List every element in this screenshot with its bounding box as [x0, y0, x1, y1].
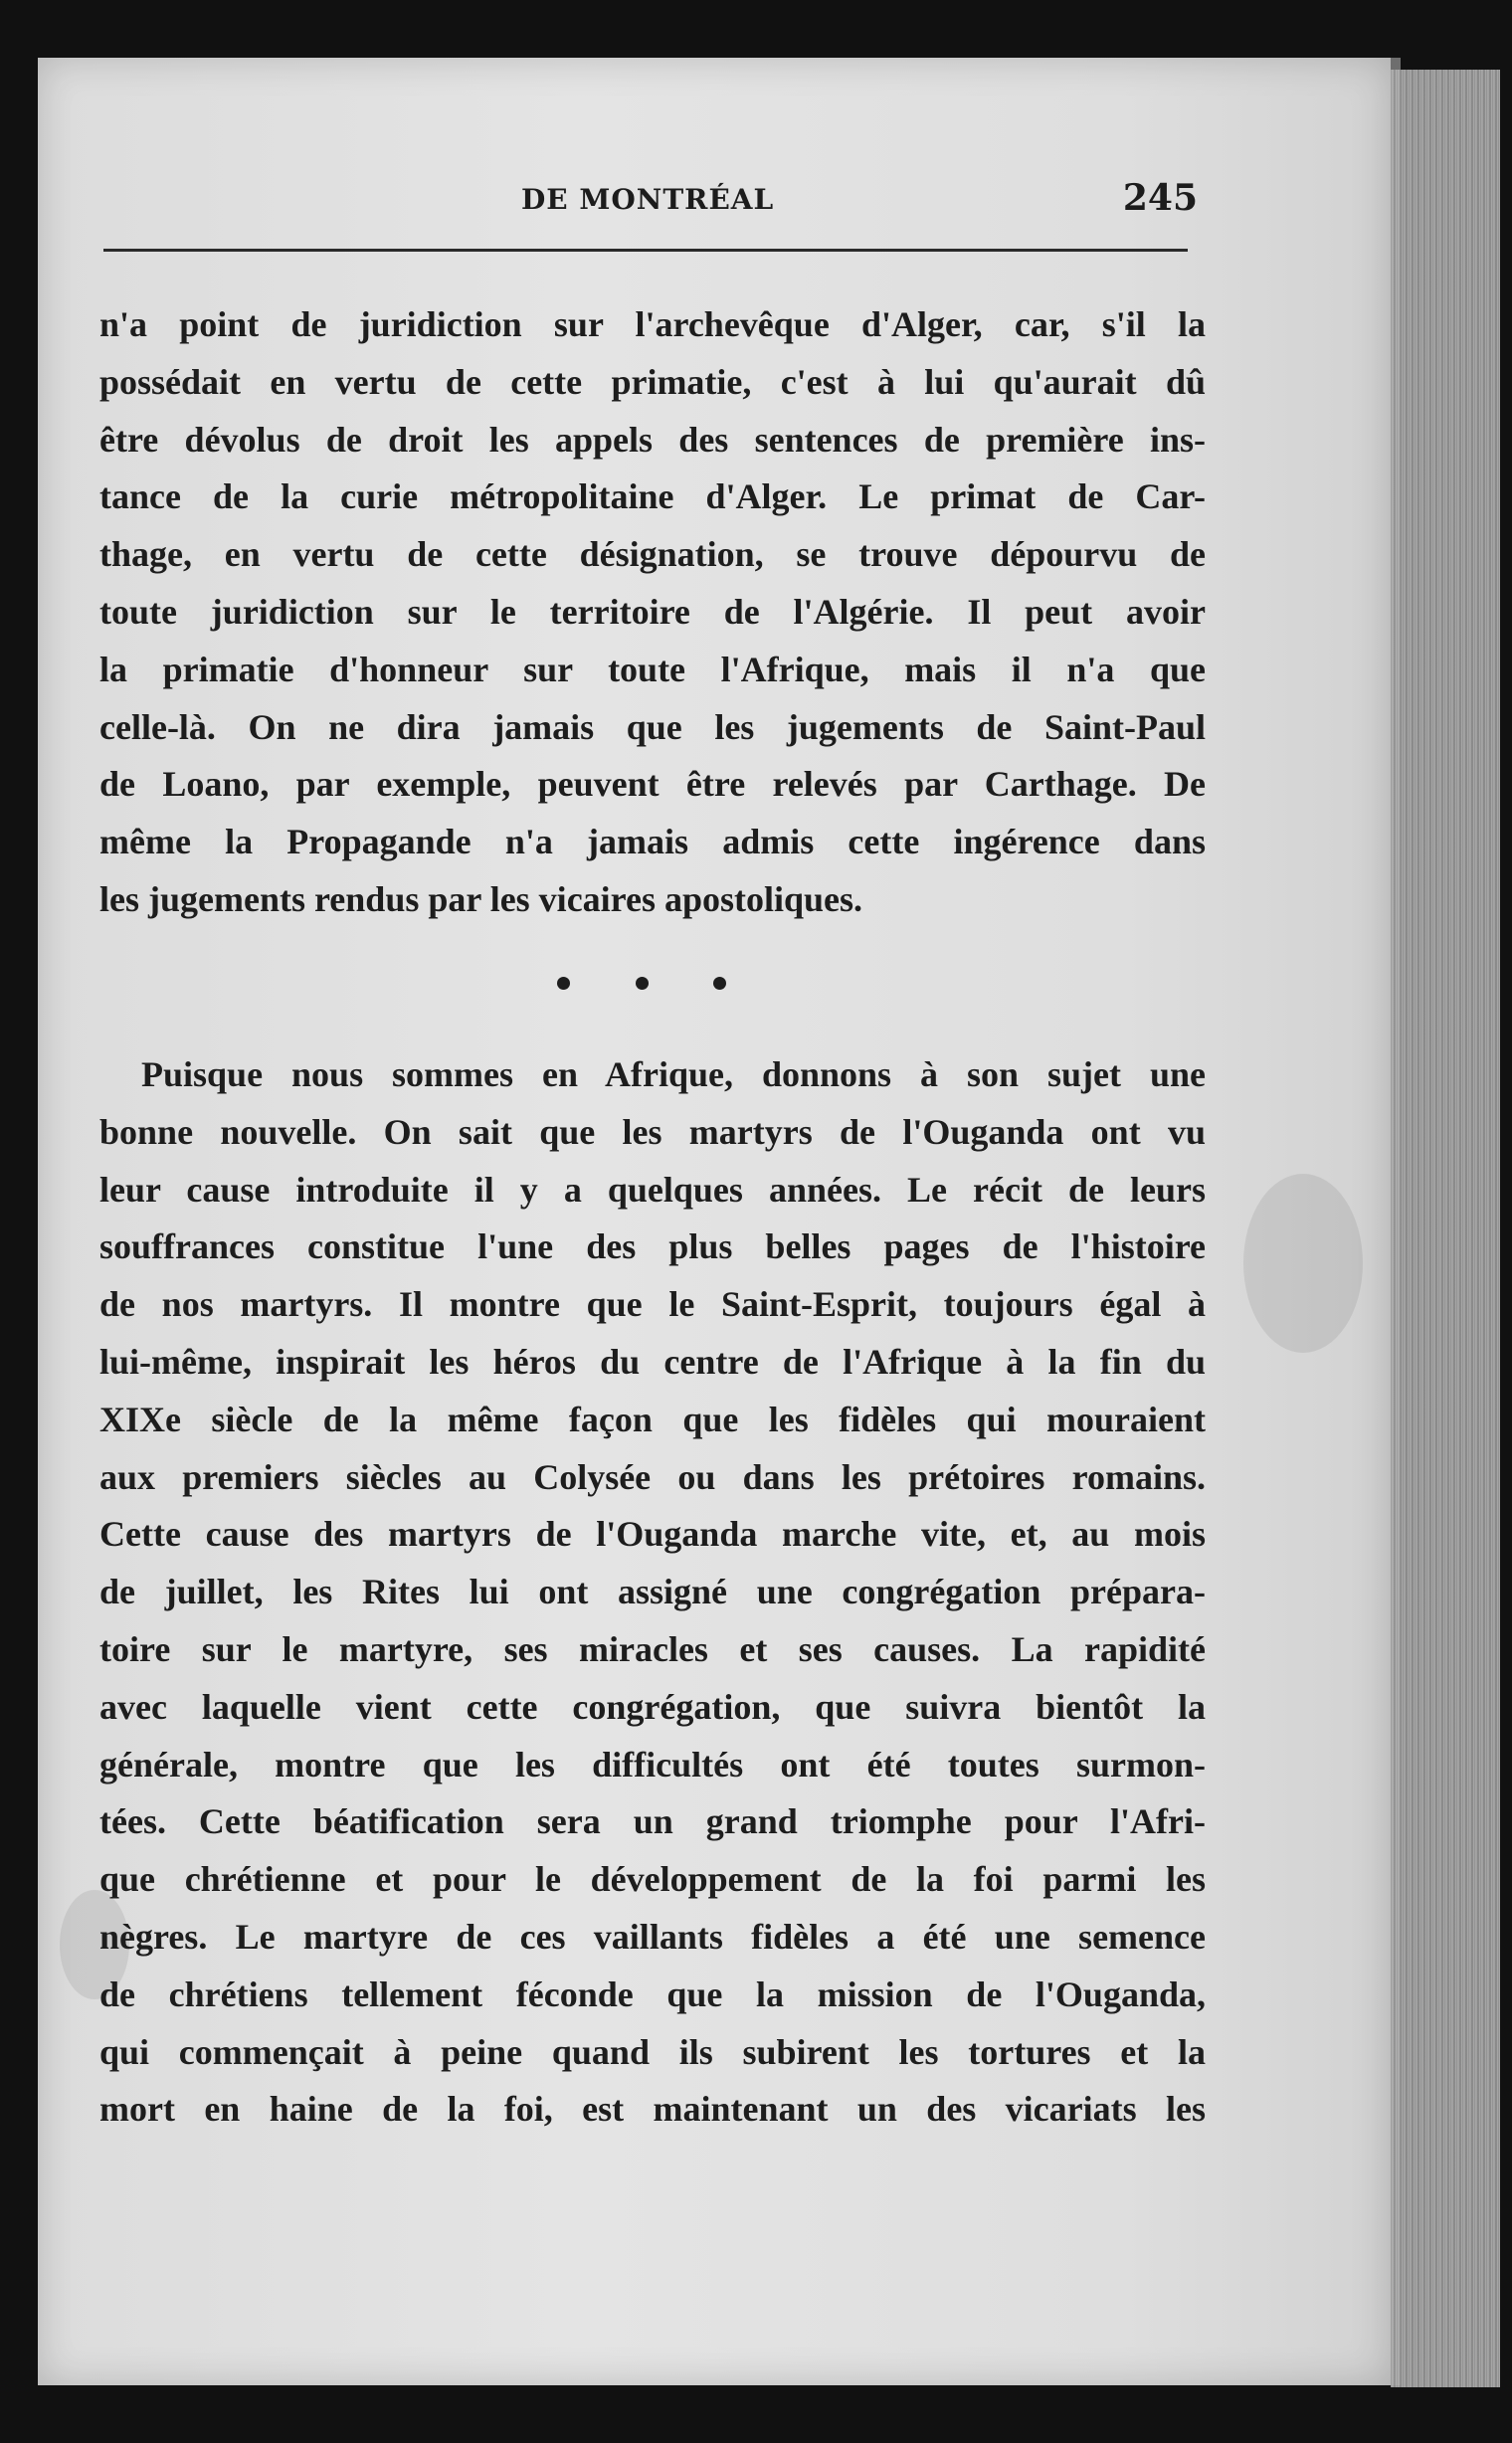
paper-smudge: [1243, 1174, 1363, 1353]
text-line: toire sur le martyre, ses miracles et ses causes. La rapidité: [99, 1628, 1206, 1669]
book-page-edges: [1391, 70, 1500, 2387]
text-line: Cette cause des martyrs de l'Ouganda marche vite, et, au mois: [99, 1514, 1206, 1555]
text-line: n'a point de juridiction sur l'archevêque d'Alger, car, s'il la: [99, 304, 1206, 344]
paragraph-1: [99, 296, 1206, 929]
running-head: [103, 169, 1198, 229]
text-line: avec laquelle vient cette congrégation, que suivra bientôt la: [99, 1686, 1206, 1727]
running-title: DE MONTRÉAL: [521, 183, 775, 216]
text-line: de nos martyrs. Il montre que le Saint-Esprit, toujours égal à: [99, 1284, 1206, 1325]
text-line: lui-même, inspirait les héros du centre de l'Afrique à la fin du: [99, 1341, 1206, 1382]
text-line: de chrétiens tellement féconde que la mission de l'Ouganda,: [99, 1973, 1206, 2014]
text-line: même la Propagande n'a jamais admis cette ingérence dans: [99, 822, 1206, 862]
text-line: la primatie d'honneur sur toute l'Afrique, mais il n'a que: [99, 649, 1206, 689]
text-line: tées. Cette béatification sera un grand triomphe pour l'Afri-: [99, 1801, 1206, 1842]
text-line: de Loano, par exemple, peuvent être relevés par Carthage. De: [99, 764, 1206, 805]
text-line: mort en haine de la foi, est maintenant un des vicariats les: [99, 2089, 1206, 2130]
text-line: générale, montre que les difficultés ont été toutes surmon-: [99, 1744, 1206, 1785]
header-rule: [103, 249, 1188, 252]
separator-dot: [557, 977, 570, 990]
separator-dot: [636, 977, 649, 990]
page-number: 245: [1122, 177, 1198, 219]
section-separator: [557, 963, 726, 1003]
text-line: tance de la curie métropolitaine d'Alger. Le primat de Car-: [99, 476, 1206, 517]
text-line: que chrétienne et pour le développement de la foi parmi les: [99, 1859, 1206, 1900]
text-line: thage, en vertu de cette désignation, se trouve dépourvu de: [99, 534, 1206, 575]
text-line: celle-là. On ne dira jamais que les jugements de Saint-Paul: [99, 706, 1206, 747]
text-line: les jugements rendus par les vicaires apostoliques.: [99, 878, 863, 919]
text-line: être dévolus de droit les appels des sentences de première ins-: [99, 419, 1206, 460]
separator-dot: [713, 977, 726, 990]
text-line: nègres. Le martyre de ces vaillants fidèles a été une semence: [99, 1916, 1206, 1957]
text-line: toute juridiction sur le territoire de l'Algérie. Il peut avoir: [99, 591, 1206, 632]
text-line: souffrances constitue l'une des plus belles pages de l'histoire: [99, 1226, 1206, 1267]
text-line: qui commençait à peine quand ils subirent les tortures et la: [99, 2031, 1206, 2072]
text-line: possédait en vertu de cette primatie, c'est à lui qu'aurait dû: [99, 361, 1206, 402]
text-line: leur cause introduite il y a quelques années. Le récit de leurs: [99, 1169, 1206, 1210]
text-line: bonne nouvelle. On sait que les martyrs de l'Ouganda ont vu: [99, 1111, 1206, 1152]
text-line: de juillet, les Rites lui ont assigné une congrégation prépara-: [99, 1572, 1206, 1612]
text-line: Puisque nous sommes en Afrique, donnons à son sujet une: [141, 1054, 1206, 1094]
paragraph-2: [99, 1046, 1206, 2139]
text-line: XIXe siècle de la même façon que les fidèles qui mouraient: [99, 1399, 1206, 1439]
text-line: aux premiers siècles au Colysée ou dans les prétoires romains.: [99, 1456, 1206, 1497]
